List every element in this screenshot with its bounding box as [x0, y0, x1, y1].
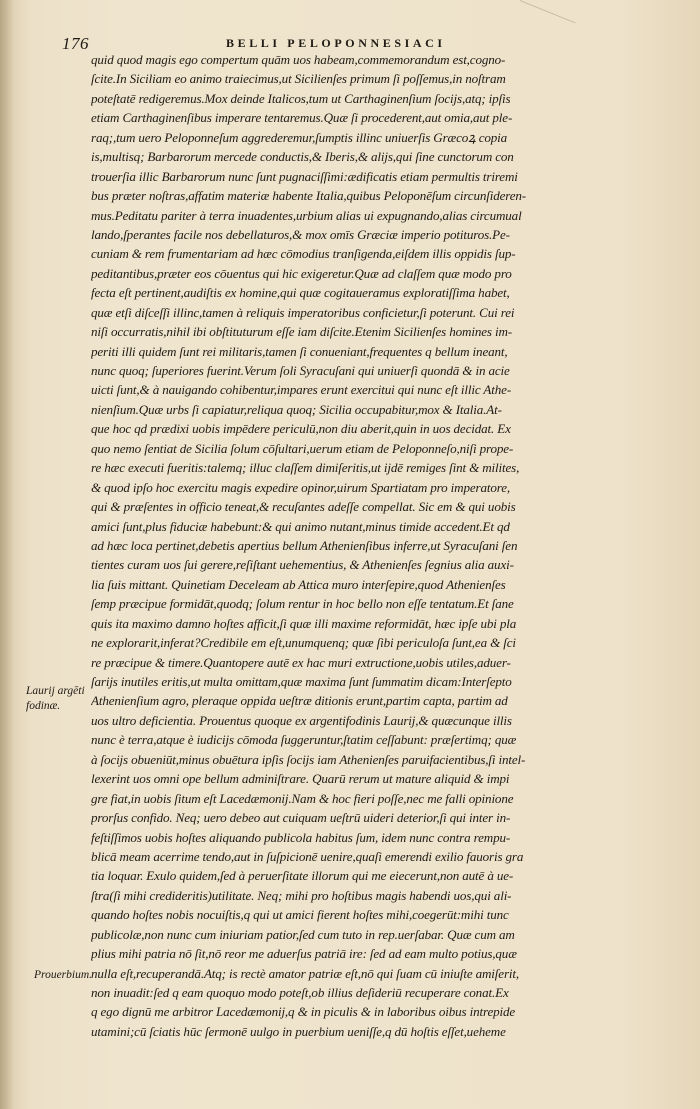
- page-number: 176: [62, 34, 89, 53]
- text-line: poteſtatē redigeremus.Mox deinde Italicos,tum ut Carthaginenſium ſocijs,atq; ipſis: [91, 90, 511, 106]
- text-line: mus.Peditatu pariter à terra inuadentes,urbium alias ui expugnando,alias circumual: [91, 207, 522, 223]
- text-line: publicolæ,non nunc cum iniuriam patior,ſed cum tuto in rep.uerſabar. Quæ cum am: [91, 926, 515, 942]
- page-gutter-shadow: [0, 0, 14, 1109]
- text-line: niſi occurratis,nihil ibi obſtituturum eſſe iam diſcite.Etenim Sicilienſes homines im⁠-: [91, 324, 512, 340]
- text-line: nunc è terra,atque è iudicijs cōmoda ſuggeruntur,ſtatim ceſſabunt: præſertimq; quæ: [91, 732, 517, 748]
- text-line: ad hæc loca pertinet,debetis apertius bellum Athenienſibus inferre,ut Syracuſani ſen: [91, 537, 518, 553]
- text-line: etiam Carthaginenſibus imperare tentaremus.Quæ ſi procederent,aut omia,aut ple⁠-: [91, 110, 513, 126]
- text-line: nulla eſt,recuperandā.Atq; is rectè amator patriæ eſt,nō qui ſuam cū iniuſte amiſerit,: [91, 965, 519, 981]
- text-line: quid quod magis ego compertum quām uos habeam,commemorandum est,cogno⁠-: [91, 52, 506, 67]
- text-line: uicti ſunt,& à nauigando cohibentur,impares erunt exercitui qui nunc eſt illic Athe⁠-: [91, 382, 512, 398]
- text-line: gre fiat,in uobis ſitum eſt Lacedæmonij.Nam & hoc fieri poſſe,nec me falli opinione: [91, 790, 514, 806]
- text-line: quando hoſtes nobis nocuiſtis,q qui ut amici fierent hoſtes mihi,coegerūt:mihi tunc: [91, 907, 509, 923]
- text-line: bus præter noſtras,affatim materiæ habente Italia,quibus Peloponēſum circunſideren⁠-: [91, 188, 527, 204]
- text-line: amici ſunt,plus fiduciæ habebunt:& qui animo nutant,minus timide accedent.Et qd: [91, 518, 510, 534]
- text-line: non inuadit:ſed q eam quoquo modo poteſt,ob illius deſideriū recuperare conat.Ex: [91, 985, 509, 1000]
- text-line: trouerſia illic Barbarorum nunc ſunt pugnaciſſimi:ædificatis etiam permultis triremi: [91, 168, 518, 184]
- text-line: utamini;cū ſciatis hūc ſermonē uulgo in puerbium ueniſſe,q dū hoſtis eſſet,ueheme: [91, 1023, 506, 1039]
- text-line: que hoc qd prædixi uobis impēdere periculū,non diu aberit,quin in uos decidat. Ex: [91, 421, 511, 437]
- text-line: Athenienſium agro, pleraque oppida ueſtræ ditionis erunt,partim capta, partim ad: [91, 693, 508, 709]
- text-line: tia loquar. Exulo quidem,ſed à peruerſitate illorum qui me eiecerunt,non autē à ue⁠-: [91, 868, 514, 884]
- text-line: quæ etſi diſceſſi illinc,tamen à reliquis imperatoribus conficietur,ſi poterunt. Cui rei: [91, 304, 515, 320]
- running-head: BELLI PELOPONNESIACI: [226, 36, 446, 50]
- body-text: [91, 50, 657, 1041]
- marginal-note-laurium-mines: [26, 684, 92, 714]
- text-line: q ego dignū me arbitror Lacedæmonij,q & in piculis & in laboribus oibus intrepide: [91, 1004, 516, 1020]
- text-line: is,multisq; Barbarorum mercede conductis,& Iberis,& alijs,qui ſine cunctorum con: [91, 149, 514, 165]
- text-line: ſcite.In Siciliam eo animo traiecimus,ut Sicilienſes primum ſi poſſemus,in noſtram: [91, 71, 506, 87]
- text-line: ſemp præcipue formidāt,quodq; ſolum rentur in hoc bello non eſſe tentatum.Et ſane: [91, 596, 514, 612]
- text-line: lia ſuis mittant. Quinetiam Deceleam ab Attica muro interſepire,quod Athenienſes: [91, 576, 506, 592]
- text-line: ſtra(ſi mihi credideritis)utilitate. Neq; mihi pro hoſtibus magis habendi uos,qui ali⁠-: [91, 887, 512, 903]
- marginal-note-line: fodinæ.: [26, 700, 61, 712]
- text-line: ne explorarit,inferat?Credibile em eſt,unumquenq; quæ ſibi periculoſa ſunt,ea & ſci: [91, 635, 516, 651]
- text-line: ſarijs inutiles eritis,ut multa omittam,quæ maxima ſunt ſummatim dicam:Interſepto: [91, 674, 512, 689]
- text-line: re præcipue & timere.Quantopere autē ex hac muri extructione,uobis utiles,aduer⁠-: [91, 654, 511, 670]
- text-line: raq;,tum uero Peloponneſum aggrederemur,ſumptis illinc uniuerſis Græcoꝝ copia: [91, 129, 508, 145]
- text-line: lexerint uos omni ope bellum adminiſtrare. Quarū rerum ut mature aliquid & impi: [91, 771, 510, 787]
- text-line: fecta eſt pertinent,audiſtis ex homine,qui quæ cogitaueramus exploratiſſima habet,: [91, 285, 510, 301]
- text-line: à ſocijs obueniūt,minus obuētura ipſis ſocijs iam Athenienſes paruifacientibus,ſi intel⁠-: [91, 751, 526, 767]
- text-line: nienſium.Quæ urbs ſi capiatur,reliqua quoq; Sicilia occupabitur,mox & Italia.At⁠-: [91, 401, 502, 417]
- text-line: quo nemo ſentiat de Sicilia ſolum cōſultari,uerum etiam de Peloponneſo,niſi prope⁠-: [91, 440, 514, 456]
- text-line: qui & præſentes in officio teneat,& recuſantes adeſſe compellat. Sic em & qui uobis: [91, 499, 516, 515]
- text-line: periti illi quidem ſunt rei militaris,tamen ſi conueniant,frequentes q bellum ineant,: [91, 343, 508, 359]
- text-line: & quod ipſo hoc exercitu magis expedire opinor,uirum Spartiatam pro imperatore,: [91, 479, 510, 495]
- text-line: quis ita maximo damno hoſtes afficit,ſi quæ illi maxime reformidāt, hæc ipſe ubi pla: [91, 615, 517, 631]
- text-line: prorſus confido. Neq; uero debeo aut cuiquam ueſtrū uideri deterior,ſi qui inter in⁠-: [91, 810, 511, 826]
- text-line: blicā meam acerrime tendo,aut in ſuſpicionē uenire,quaſi emerendi exilio fauoris gra: [91, 848, 524, 864]
- text-line: plius mihi patria nō ſit,nō reor me aduerſus patriā ire: ſed ad eam multo potius,quæ: [91, 946, 517, 962]
- marginal-note-line: Laurij argēti: [26, 685, 85, 697]
- text-line: lando,ſperantes facile nos debellaturos,& mox omīs Græciæ imperio potituros.Pe⁠-: [91, 226, 510, 242]
- text-line: uos ultro deficientia. Prouentus quoque ex argentifodinis Laurij,& quæcunque illis: [91, 712, 512, 728]
- text-line: re hæc executi fueritis:talemq; illuc claſſem dimiſeritis,ut ijdē remiges ſint & milites,: [91, 460, 520, 476]
- text-line: nunc quoq; ſuperiores fuerint.Verum ſoli Syracuſani qui uniuerſi quondā & in acie: [91, 363, 510, 378]
- text-line: cuniam & rem frumentariam ad hæc cōmodius tranſigenda,eiſdem illis oppidis ſup⁠-: [91, 246, 516, 262]
- text-line: feſtiſſimos uobis hoſtes aliquando publicola habitus ſum, idem nunc contra rempu⁠-: [91, 829, 511, 845]
- text-line: tientes curam uos ſui gerere,reſiſtant uehementius, & Athenienſes ſegnius alia auxi⁠-: [91, 557, 514, 573]
- marginal-note-proverb: Prouerbium.: [34, 969, 93, 981]
- text-line: peditantibus,præter eos cōuentus qui hic exigeretur.Quæ ad claſſem quæ modo pro: [91, 265, 512, 281]
